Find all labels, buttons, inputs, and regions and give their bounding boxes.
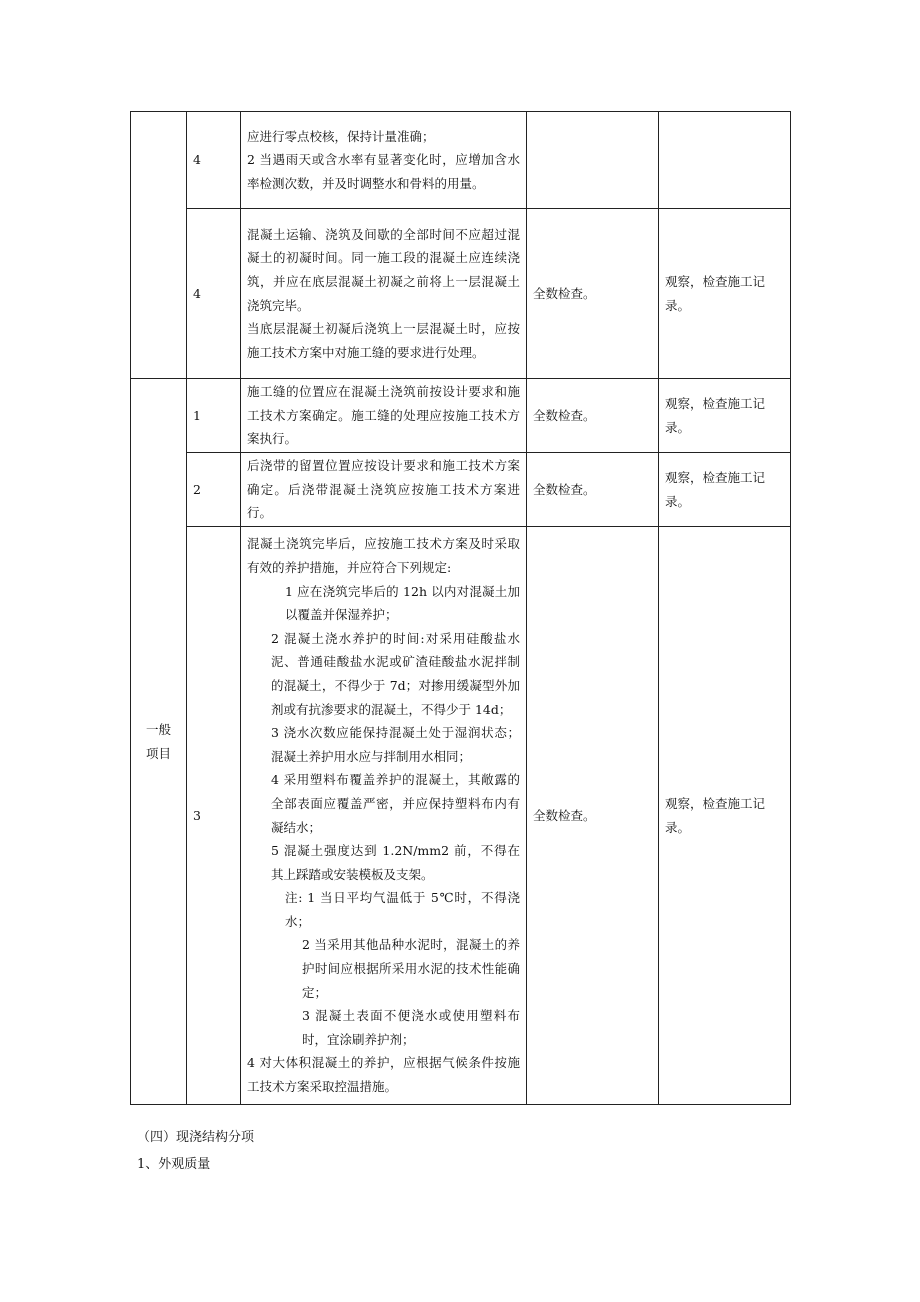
requirement-line: 应进行零点校核，保持计量准确； [247, 128, 435, 144]
item-number-cell: 4 [187, 112, 241, 209]
item-number-cell: 4 [187, 209, 241, 379]
table-row [131, 379, 791, 453]
inspection-table [130, 111, 791, 1105]
subheading: 1、外观质量 [137, 1157, 211, 1172]
item-number-cell: 3 [187, 527, 241, 1105]
requirement-line: 混凝土运输、浇筑及间歇的全部时间不应超过混凝土的初凝时间。同一施工段的混凝土应连续浇筑，并应在底层混凝土初凝之前将上一层混凝土浇筑完毕。 [247, 226, 520, 313]
category-cell-continued [131, 112, 187, 379]
item-number-cell: 1 [187, 379, 241, 453]
requirement-line: 注: 1 当日平均气温低于 5℃时，不得浇水； [285, 890, 520, 929]
requirement-cell [241, 527, 527, 1105]
requirement-cell: 后浇带的留置位置应按设计要求和施工技术方案确定。后浇带混凝土浇筑应按施工技术方案进行。 [241, 453, 527, 527]
requirement-line: 1 应在浇筑完毕后的 12h 以内对混凝土加以覆盖并保湿养护； [285, 583, 520, 623]
method-cell: 观察，检查施工记录。 [659, 209, 791, 379]
requirement-line: 5 混凝土强度达到 1.2N/mm2 前，不得在其上踩踏或安装模板及支架。 [271, 843, 520, 882]
table-row [131, 453, 791, 527]
requirement-cell [241, 209, 527, 379]
quantity-cell: 全数检查。 [527, 379, 659, 453]
table-row [131, 527, 791, 1105]
requirement-line: 2 混凝土浇水养护的时间:对采用硅酸盐水泥、普通硅酸盐水泥或矿渣硅酸盐水泥拌制的混凝土，不得少于 7d；对掺用缓凝型外加剂或有抗渗要求的混凝土，不得少于 14d； [271, 630, 520, 717]
quantity-cell: 全数检查。 [527, 209, 659, 379]
requirement-line: 3 混凝土表面不便浇水或使用塑料布时，宜涂刷养护剂； [302, 1008, 520, 1047]
category-cell-general: 一般项目 [131, 379, 187, 1105]
requirement-cell [241, 112, 527, 209]
item-number-cell: 2 [187, 453, 241, 527]
method-cell [659, 112, 791, 209]
requirement-line: 3 浇水次数应能保持混凝土处于湿润状态；混凝土养护用水应与拌制用水相同； [271, 725, 520, 764]
table-row [131, 112, 791, 209]
requirement-line: 2 当遇雨天或含水率有显著变化时，应增加含水率检测次数，并及时调整水和骨料的用量。 [247, 152, 520, 191]
requirement-line: 4 对大体积混凝土的养护，应根据气候条件按施工技术方案采取控温措施。 [247, 1055, 520, 1095]
quantity-cell [527, 112, 659, 209]
requirement-cell: 施工缝的位置应在混凝土浇筑前按设计要求和施工技术方案确定。施工缝的处理应按施工技术方案执行。 [241, 379, 527, 453]
quantity-cell: 全数检查。 [527, 453, 659, 527]
method-cell: 观察，检查施工记录。 [659, 453, 791, 527]
table-row [131, 209, 791, 379]
requirement-line: 当底层混凝土初凝后浇筑上一层混凝土时，应按施工技术方案中对施工缝的要求进行处理。 [247, 321, 520, 360]
quantity-cell: 全数检查。 [527, 527, 659, 1105]
method-cell: 观察，检查施工记录。 [659, 527, 791, 1105]
section-heading: （四）现浇结构分项 [137, 1130, 255, 1145]
requirement-line: 混凝土浇筑完毕后，应按施工技术方案及时采取有效的养护措施，并应符合下列规定: [247, 536, 520, 575]
requirement-line: 4 采用塑料布覆盖养护的混凝土，其敞露的全部表面应覆盖严密，并应保持塑料布内有凝结水； [271, 772, 520, 835]
method-cell: 观察，检查施工记录。 [659, 379, 791, 453]
requirement-line: 2 当采用其他品种水泥时，混凝土的养护时间应根据所采用水泥的技术性能确定； [302, 937, 520, 1000]
